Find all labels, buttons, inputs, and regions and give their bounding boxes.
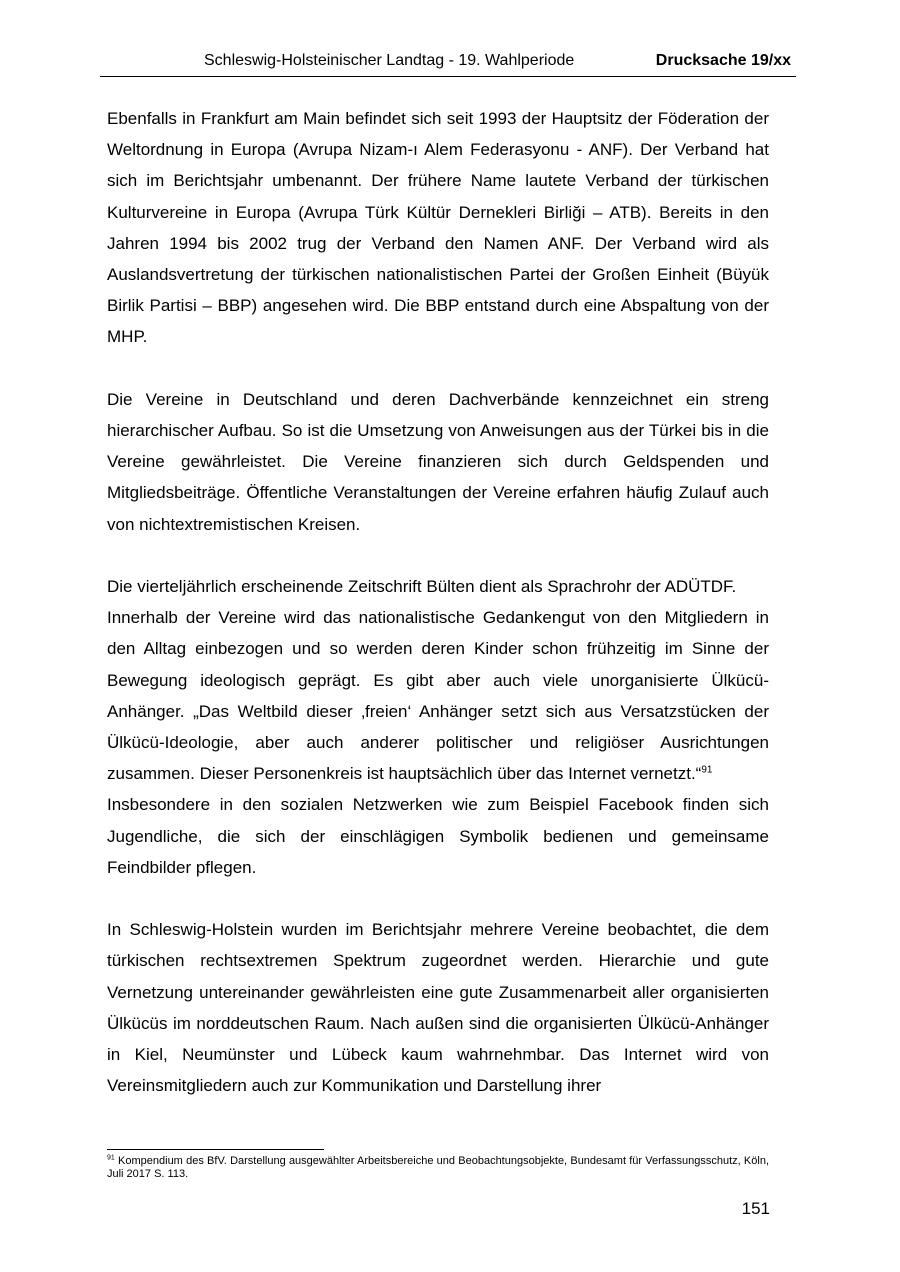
paragraph: In Schleswig-Holstein wurden im Berichtsjahr mehrere Vereine beobachtet, die dem türkischen rechtsextremen Spektrum zugeordnet werden. Hierarchie und gute Vernetzung untereinander gewährleisten eine gute Zusammenarbeit aller organisierten Ülkücüs im norddeutschen Raum. Nach außen sind die organisierten Ülkücü-Anhänger in Kiel, Neumünster und Lübeck kaum wahrnehmbar. Das Internet wird von Vereinsmitgliedern auch zur Kommunikation und Darstellung ihrer [107,920,769,1096]
paragraph: Die Vereine in Deutschland und deren Dachverbände kennzeichnet ein streng hierarchischer Aufbau. So ist die Umsetzung von Anweisungen aus der Türkei bis in die Vereine gewährleistet. Die Vereine finanzieren sich durch Geldspenden und Mitgliedsbeiträge. Öffentliche Veranstaltungen der Vereine erfahren häufig Zulauf auch von nichtextremistischen Kreisen. [107,389,769,534]
page-header [100,50,796,77]
paragraph: Ebenfalls in Frankfurt am Main befindet sich seit 1993 der Hauptsitz der Föderation der Weltordnung in Europa (Avrupa Nizam-ı Alem Federasyonu - ANF). Der Verband hat sich im Berichtsjahr umbenannt. Der frühere Name lautete Verband der türkischen Kulturvereine in Europa (Avrupa Türk Kültür Dernekleri Birliği – ATB). Bereits in den Jahren 1994 bis 2002 trug der Verband den Namen ANF. Der Verband wird als Auslandsvertretung der türkischen nationalistischen Partei der Großen Einheit (Büyük Birlik Partisi – BBP) angesehen wird. Die BBP entstand durch eine Abspaltung von der MHP. [107,109,769,347]
footnote-number: 91 [107,1154,115,1162]
paragraph: Insbesondere in den sozialen Netzwerken wie zum Beispiel Facebook finden sich Jugendliche, die sich der einschlägigen Symbolik bedienen und gemeinsame Feindbilder pflegen. [107,795,769,877]
page-number: 151 [741,1199,770,1218]
paragraph: Die vierteljährlich erscheinende Zeitschrift Bülten dient als Sprachrohr der ADÜTDF. [107,577,737,597]
footnote [107,1155,769,1181]
footnote-separator [107,1149,324,1150]
footnote-reference[interactable]: 91 [701,764,713,776]
footnote-text: Kompendium des BfV. Darstellung ausgewählter Arbeitsbereiche und Beobachtungsobjekte, Bundesamt für Verfassungsschutz, Köln, Juli 2017 S. 113. [107,1155,769,1180]
paragraph-text: Innerhalb der Vereine wird das nationalistische Gedankengut von den Mitgliedern in den Alltag einbezogen und so werden deren Kinder schon frühzeitig im Sinne der Bewegung ideologisch geprägt. Es gibt aber auch viele unorganisierte Ülkücü-Anhänger. „Das Weltbild dieser ‚freien‘ Anhänger setzt sich aus Versatzstücken der Ülkücü-Ideologie, aber auch anderer politischer und religiöser Ausrichtungen zusammen. Dieser Personenkreis ist hauptsächlich über das Internet vernetzt.“ [107,608,769,784]
document-number: Drucksache 19/xx [655,52,791,69]
paragraph [107,602,769,789]
body-text [107,103,769,1101]
header-title: Schleswig-Holsteinischer Landtag - 19. Wahlperiode [204,52,575,69]
